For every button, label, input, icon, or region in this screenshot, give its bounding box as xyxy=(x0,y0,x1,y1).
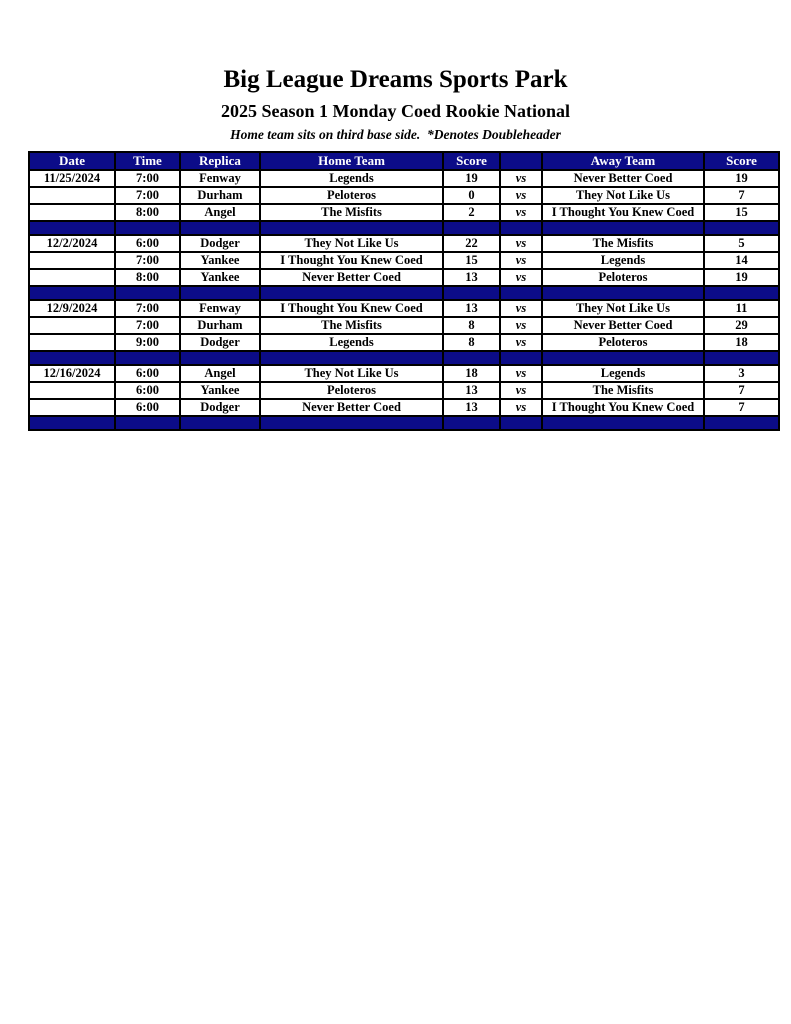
home-team-cell: The Misfits xyxy=(260,204,443,221)
away-score-cell: 7 xyxy=(704,399,779,416)
header-vs-spacer xyxy=(500,152,542,170)
header-away-team: Away Team xyxy=(542,152,704,170)
away-team-cell: The Misfits xyxy=(542,382,704,399)
away-score-cell: 11 xyxy=(704,300,779,317)
game-row xyxy=(29,235,779,252)
home-team-cell: The Misfits xyxy=(260,317,443,334)
replica-cell: Angel xyxy=(180,204,260,221)
separator-cell xyxy=(260,351,443,365)
vs-cell: vs xyxy=(500,334,542,351)
home-team-cell: Peloteros xyxy=(260,187,443,204)
separator-cell xyxy=(500,416,542,430)
replica-cell: Fenway xyxy=(180,300,260,317)
vs-cell: vs xyxy=(500,300,542,317)
separator-cell xyxy=(704,286,779,300)
date-cell xyxy=(29,269,115,286)
away-score-cell: 15 xyxy=(704,204,779,221)
date-cell: 12/2/2024 xyxy=(29,235,115,252)
vs-cell: vs xyxy=(500,252,542,269)
away-team-cell: They Not Like Us xyxy=(542,187,704,204)
replica-cell: Dodger xyxy=(180,334,260,351)
separator-cell xyxy=(443,286,500,300)
home-score-cell: 2 xyxy=(443,204,500,221)
vs-cell: vs xyxy=(500,382,542,399)
section-separator-row xyxy=(29,286,779,300)
vs-cell: vs xyxy=(500,235,542,252)
away-team-cell: They Not Like Us xyxy=(542,300,704,317)
vs-cell: vs xyxy=(500,399,542,416)
home-team-cell: Never Better Coed xyxy=(260,269,443,286)
home-team-cell: Never Better Coed xyxy=(260,399,443,416)
game-row xyxy=(29,269,779,286)
time-cell: 7:00 xyxy=(115,317,180,334)
home-team-cell: They Not Like Us xyxy=(260,365,443,382)
time-cell: 7:00 xyxy=(115,187,180,204)
time-cell: 7:00 xyxy=(115,252,180,269)
date-cell xyxy=(29,204,115,221)
vs-cell: vs xyxy=(500,269,542,286)
separator-cell xyxy=(115,286,180,300)
game-row xyxy=(29,317,779,334)
away-team-cell: I Thought You Knew Coed xyxy=(542,399,704,416)
separator-cell xyxy=(500,351,542,365)
home-score-cell: 15 xyxy=(443,252,500,269)
away-score-cell: 18 xyxy=(704,334,779,351)
separator-cell xyxy=(29,416,115,430)
away-score-cell: 19 xyxy=(704,269,779,286)
time-cell: 6:00 xyxy=(115,365,180,382)
replica-cell: Dodger xyxy=(180,399,260,416)
section-separator-row xyxy=(29,351,779,365)
game-row xyxy=(29,399,779,416)
separator-cell xyxy=(260,416,443,430)
away-team-cell: The Misfits xyxy=(542,235,704,252)
date-cell xyxy=(29,252,115,269)
time-cell: 6:00 xyxy=(115,382,180,399)
time-cell: 6:00 xyxy=(115,399,180,416)
vs-cell: vs xyxy=(500,187,542,204)
home-team-cell: They Not Like Us xyxy=(260,235,443,252)
game-row xyxy=(29,365,779,382)
away-team-cell: Legends xyxy=(542,365,704,382)
game-row xyxy=(29,187,779,204)
header-row xyxy=(29,152,779,170)
separator-cell xyxy=(704,221,779,235)
separator-cell xyxy=(115,351,180,365)
home-team-note: Home team sits on third base side. *Denotes Doubleheader xyxy=(230,127,561,143)
separator-cell xyxy=(443,221,500,235)
date-cell xyxy=(29,187,115,204)
separator-cell xyxy=(29,286,115,300)
vs-cell: vs xyxy=(500,204,542,221)
separator-cell xyxy=(500,286,542,300)
home-score-cell: 22 xyxy=(443,235,500,252)
game-row xyxy=(29,334,779,351)
separator-cell xyxy=(180,351,260,365)
game-row xyxy=(29,382,779,399)
away-team-cell: Legends xyxy=(542,252,704,269)
separator-cell xyxy=(29,221,115,235)
vs-cell: vs xyxy=(500,170,542,187)
separator-cell xyxy=(180,286,260,300)
away-score-cell: 29 xyxy=(704,317,779,334)
separator-cell xyxy=(260,221,443,235)
separator-cell xyxy=(542,286,704,300)
replica-cell: Yankee xyxy=(180,269,260,286)
home-team-cell: Legends xyxy=(260,170,443,187)
game-row xyxy=(29,170,779,187)
game-row xyxy=(29,300,779,317)
header-date: Date xyxy=(29,152,115,170)
away-team-cell: Peloteros xyxy=(542,269,704,286)
replica-cell: Yankee xyxy=(180,252,260,269)
home-score-cell: 0 xyxy=(443,187,500,204)
away-score-cell: 14 xyxy=(704,252,779,269)
date-cell: 11/25/2024 xyxy=(29,170,115,187)
replica-cell: Durham xyxy=(180,187,260,204)
time-cell: 8:00 xyxy=(115,204,180,221)
away-score-cell: 19 xyxy=(704,170,779,187)
away-score-cell: 3 xyxy=(704,365,779,382)
home-score-cell: 13 xyxy=(443,300,500,317)
section-separator-row xyxy=(29,416,779,430)
date-cell xyxy=(29,317,115,334)
replica-cell: Durham xyxy=(180,317,260,334)
replica-cell: Dodger xyxy=(180,235,260,252)
away-team-cell: I Thought You Knew Coed xyxy=(542,204,704,221)
away-team-cell: Never Better Coed xyxy=(542,317,704,334)
separator-cell xyxy=(443,416,500,430)
time-cell: 9:00 xyxy=(115,334,180,351)
separator-cell xyxy=(29,351,115,365)
separator-cell xyxy=(704,416,779,430)
home-score-cell: 18 xyxy=(443,365,500,382)
date-cell xyxy=(29,399,115,416)
date-cell: 12/16/2024 xyxy=(29,365,115,382)
header-home-team: Home Team xyxy=(260,152,443,170)
home-team-cell: Legends xyxy=(260,334,443,351)
separator-cell xyxy=(500,221,542,235)
home-team-cell: I Thought You Knew Coed xyxy=(260,300,443,317)
away-score-cell: 7 xyxy=(704,187,779,204)
separator-cell xyxy=(704,351,779,365)
home-score-cell: 13 xyxy=(443,382,500,399)
away-score-cell: 5 xyxy=(704,235,779,252)
time-cell: 6:00 xyxy=(115,235,180,252)
header-away-score: Score xyxy=(704,152,779,170)
home-score-cell: 13 xyxy=(443,269,500,286)
time-cell: 7:00 xyxy=(115,170,180,187)
game-row xyxy=(29,204,779,221)
separator-cell xyxy=(180,416,260,430)
header-replica: Replica xyxy=(180,152,260,170)
date-cell xyxy=(29,382,115,399)
home-score-cell: 8 xyxy=(443,334,500,351)
section-separator-row xyxy=(29,221,779,235)
home-team-cell: Peloteros xyxy=(260,382,443,399)
game-row xyxy=(29,252,779,269)
separator-cell xyxy=(542,351,704,365)
away-team-cell: Peloteros xyxy=(542,334,704,351)
home-score-cell: 8 xyxy=(443,317,500,334)
home-score-cell: 19 xyxy=(443,170,500,187)
vs-cell: vs xyxy=(500,365,542,382)
away-score-cell: 7 xyxy=(704,382,779,399)
replica-cell: Fenway xyxy=(180,170,260,187)
page-subtitle: 2025 Season 1 Monday Coed Rookie National xyxy=(220,100,571,121)
time-cell: 7:00 xyxy=(115,300,180,317)
replica-cell: Angel xyxy=(180,365,260,382)
page-title: Big League Dreams Sports Park xyxy=(223,66,568,93)
header-home-score: Score xyxy=(443,152,500,170)
separator-cell xyxy=(542,416,704,430)
home-team-cell: I Thought You Knew Coed xyxy=(260,252,443,269)
away-team-cell: Never Better Coed xyxy=(542,170,704,187)
separator-cell xyxy=(180,221,260,235)
vs-cell: vs xyxy=(500,317,542,334)
time-cell: 8:00 xyxy=(115,269,180,286)
separator-cell xyxy=(260,286,443,300)
header-time: Time xyxy=(115,152,180,170)
separator-cell xyxy=(115,221,180,235)
separator-cell xyxy=(115,416,180,430)
date-cell xyxy=(29,334,115,351)
date-cell: 12/9/2024 xyxy=(29,300,115,317)
separator-cell xyxy=(443,351,500,365)
replica-cell: Yankee xyxy=(180,382,260,399)
home-score-cell: 13 xyxy=(443,399,500,416)
separator-cell xyxy=(542,221,704,235)
schedule-table xyxy=(28,151,780,431)
